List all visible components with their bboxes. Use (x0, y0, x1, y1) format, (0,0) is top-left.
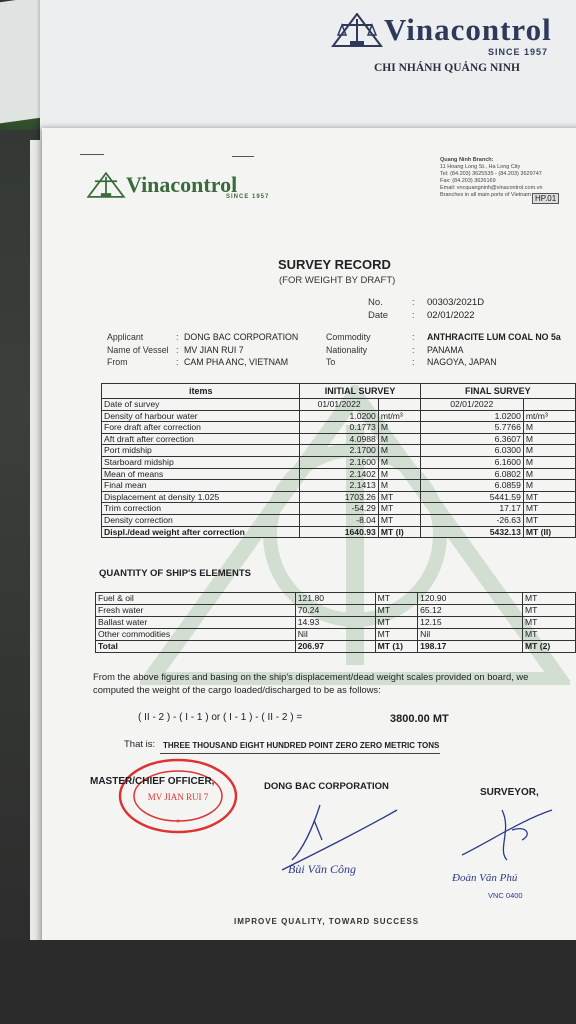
vessel-value: MV JIAN RUI 7 (184, 345, 244, 355)
initial-value: 01/01/2022 (300, 399, 378, 411)
desk-surface (0, 940, 576, 1024)
colon: : (412, 345, 415, 355)
row-item: Density correction (102, 514, 300, 526)
quantity-title: QUANTITY OF SHIP'S ELEMENTS (99, 568, 251, 579)
address-line: Tel: (84.203) 3625535 - (84.203) 3629747 (440, 171, 542, 177)
initial-unit: mt/m³ (378, 410, 420, 422)
final-value: -26.63 (420, 514, 523, 526)
letterhead-branch: CHI NHÁNH QUẢNG NINH (374, 62, 520, 74)
final-unit: mt/m³ (523, 410, 575, 422)
row-item: Fuel & oil (96, 593, 296, 605)
colon: : (176, 332, 179, 342)
colon: : (176, 345, 179, 355)
final-unit: M (523, 422, 575, 434)
final-value: 6.3607 (420, 433, 523, 445)
initial-unit: MT (I) (378, 526, 420, 538)
quantity-table-body (96, 593, 576, 653)
address-line: 11 Hoang Long St., Ha Long City (440, 164, 521, 170)
punch-mark (232, 156, 254, 157)
final-unit: MT (522, 617, 575, 629)
date-value: 02/01/2022 (427, 310, 475, 321)
letterhead-brand: Vinacontrol (384, 12, 552, 47)
address-line: Branches in all main ports of Vietnam (440, 192, 531, 198)
final-unit: M (523, 480, 575, 492)
table-row (102, 514, 576, 526)
address-line: Fax: (84.203) 3626169 (440, 178, 496, 184)
document-brand: Vinacontrol (126, 172, 238, 197)
initial-unit: MT (375, 605, 417, 617)
initial-unit: M (378, 445, 420, 457)
table-row (102, 422, 576, 434)
master-label: MASTER/CHIEF OFFICER, (90, 776, 215, 787)
result-value: 3800.00 MT (390, 713, 449, 725)
final-unit: MT (522, 629, 575, 641)
final-value: 5441.59 (420, 491, 523, 503)
letterhead-logo (330, 12, 552, 48)
row-item: Fresh water (96, 605, 296, 617)
form-code: HP.01 (532, 193, 559, 204)
row-item: Trim correction (102, 503, 300, 515)
initial-unit: MT (1) (375, 641, 417, 653)
company-label: DONG BAC CORPORATION (264, 781, 389, 792)
survey-table (101, 383, 576, 538)
initial-unit: MT (375, 593, 417, 605)
stamp-star: * (176, 818, 180, 829)
initial-unit: MT (378, 503, 420, 515)
header-initial: INITIAL SURVEY (300, 384, 420, 399)
colon: : (412, 310, 415, 320)
table-row (96, 605, 576, 617)
initial-unit: MT (378, 491, 420, 503)
final-value: 6.0300 (420, 445, 523, 457)
initial-value: 1640.93 (300, 526, 378, 538)
date-label: Date (368, 310, 389, 321)
initial-unit: MT (375, 629, 417, 641)
nationality-label: Nationality (326, 345, 368, 355)
row-item: Other commodities (96, 629, 296, 641)
final-unit: M (523, 468, 575, 480)
row-item: Displ./dead weight after correction (102, 526, 300, 538)
from-value: CAM PHA ANC, VIETNAM (184, 357, 289, 367)
final-unit: MT (II) (523, 526, 575, 538)
initial-value: 70.24 (295, 605, 375, 617)
final-value: 5432.13 (420, 526, 523, 538)
final-unit: MT (522, 593, 575, 605)
scale-logo-icon (86, 172, 126, 198)
final-unit: MT (523, 514, 575, 526)
conclusion-paragraph: From the above figures and basing on the ship's displacement/dead weight scales provided on board, we computed the weight of the cargo loaded/discharged to be as follows: (93, 671, 529, 695)
colon: : (412, 332, 415, 342)
final-value: 17.17 (420, 503, 523, 515)
to-label: To (326, 357, 336, 367)
row-item: Date of survey (102, 399, 300, 411)
final-value: Nil (418, 629, 523, 641)
address-line: Quang Ninh Branch: (440, 157, 494, 163)
initial-value: 121.80 (295, 593, 375, 605)
row-item: Displacement at density 1.025 (102, 491, 300, 503)
final-value: 6.1600 (420, 456, 523, 468)
initial-value: 2.1402 (300, 468, 378, 480)
initial-value: 206.97 (295, 641, 375, 653)
final-value: 6.0802 (420, 468, 523, 480)
company-stamp-icon (116, 756, 240, 836)
initial-unit: M (378, 468, 420, 480)
table-row (96, 641, 576, 653)
that-is-label: That is: (124, 739, 156, 750)
final-value: 198.17 (418, 641, 523, 653)
final-unit: MT (523, 503, 575, 515)
letterhead-sheet (40, 0, 576, 140)
table-row (102, 526, 576, 538)
row-item: Total (96, 641, 296, 653)
quantity-table (95, 592, 576, 653)
survey-table-body (102, 399, 576, 538)
table-row (102, 491, 576, 503)
row-item: Final mean (102, 480, 300, 492)
final-unit: M (523, 456, 575, 468)
final-unit: M (523, 433, 575, 445)
table-row (102, 503, 576, 515)
initial-value: Nil (295, 629, 375, 641)
applicant-value: DONG BAC CORPORATION (184, 332, 299, 342)
applicant-label: Applicant (107, 332, 144, 342)
final-value: 120.90 (418, 593, 523, 605)
company-signer-name: Bùi Văn Công (288, 862, 356, 876)
formula: ( II - 2 ) - ( I - 1 ) or ( I - 1 ) - ( II - 2 ) = (138, 712, 303, 723)
colon: : (412, 357, 415, 367)
table-row (102, 410, 576, 422)
row-item: Starboard midship (102, 456, 300, 468)
colon: : (412, 297, 415, 307)
final-unit: M (523, 445, 575, 457)
row-item: Fore draft after correction (102, 422, 300, 434)
document-subtitle: (FOR WEIGHT BY DRAFT) (279, 275, 396, 286)
no-value: 00303/2021D (427, 297, 485, 308)
commodity-value: ANTHRACITE LUM COAL NO 5a (427, 332, 561, 342)
no-label: No. (368, 297, 383, 308)
initial-value: -54.29 (300, 503, 378, 515)
from-label: From (107, 357, 128, 367)
table-row (96, 593, 576, 605)
initial-unit: M (378, 456, 420, 468)
table-header-row (102, 384, 576, 399)
header-final: FINAL SURVEY (420, 384, 575, 399)
initial-unit: M (378, 433, 420, 445)
final-value: 65.12 (418, 605, 523, 617)
table-row (96, 617, 576, 629)
table-row (102, 468, 576, 480)
row-item: Aft draft after correction (102, 433, 300, 445)
row-item: Density of harbour water (102, 410, 300, 422)
initial-unit: M (378, 480, 420, 492)
vessel-label: Name of Vessel (107, 345, 169, 355)
initial-value: 2.1413 (300, 480, 378, 492)
initial-value: 14.93 (295, 617, 375, 629)
header-items: items (102, 384, 300, 399)
table-row (96, 629, 576, 641)
final-value: 02/01/2022 (420, 399, 523, 411)
initial-value: 2.1700 (300, 445, 378, 457)
surveyor-label: SURVEYOR, (480, 787, 539, 798)
nationality-value: PANAMA (427, 345, 464, 355)
initial-value: -8.04 (300, 514, 378, 526)
final-value: 6.0859 (420, 480, 523, 492)
initial-value: 1703.26 (300, 491, 378, 503)
commodity-label: Commodity (326, 332, 371, 342)
letterhead-since: SINCE 1957 (488, 47, 549, 57)
initial-unit: MT (375, 617, 417, 629)
colon: : (176, 357, 179, 367)
initial-value: 0.1773 (300, 422, 378, 434)
table-row (102, 433, 576, 445)
table-row (102, 399, 576, 411)
final-value: 1.0200 (420, 410, 523, 422)
row-item: Mean of means (102, 468, 300, 480)
row-item: Port midship (102, 445, 300, 457)
document-since: SINCE 1957 (226, 194, 270, 200)
footer-slogan: IMPROVE QUALITY, TOWARD SUCCESS (234, 917, 420, 926)
initial-value: 4.0988 (300, 433, 378, 445)
punch-mark (80, 154, 104, 155)
surveyor-name: Đoàn Văn Phú (452, 872, 518, 884)
underline (160, 753, 440, 754)
initial-value: 1.0200 (300, 410, 378, 422)
document-title: SURVEY RECORD (278, 257, 391, 272)
final-unit (523, 399, 575, 411)
initial-unit: M (378, 422, 420, 434)
to-value: NAGOYA, JAPAN (427, 357, 497, 367)
row-item: Ballast water (96, 617, 296, 629)
initial-unit: MT (378, 514, 420, 526)
final-unit: MT (523, 491, 575, 503)
document-logo (86, 172, 237, 198)
table-row (102, 445, 576, 457)
result-in-words: THREE THOUSAND EIGHT HUNDRED POINT ZERO ZERO METRIC TONS (163, 741, 440, 750)
address-line: Email: vncquangninh@vinacontrol.com.vn (440, 185, 543, 191)
final-value: 5.7766 (420, 422, 523, 434)
stamp-vessel-text: MV JIAN RUI 7 (147, 792, 209, 802)
final-unit: MT (2) (522, 641, 575, 653)
final-value: 12.15 (418, 617, 523, 629)
surveyor-code: VNC 0400 (488, 891, 523, 900)
initial-unit (378, 399, 420, 411)
surveyor-signature-icon (452, 800, 562, 870)
table-row (102, 480, 576, 492)
scale-logo-icon (330, 13, 384, 47)
initial-value: 2.1600 (300, 456, 378, 468)
table-row (102, 456, 576, 468)
final-unit: MT (522, 605, 575, 617)
